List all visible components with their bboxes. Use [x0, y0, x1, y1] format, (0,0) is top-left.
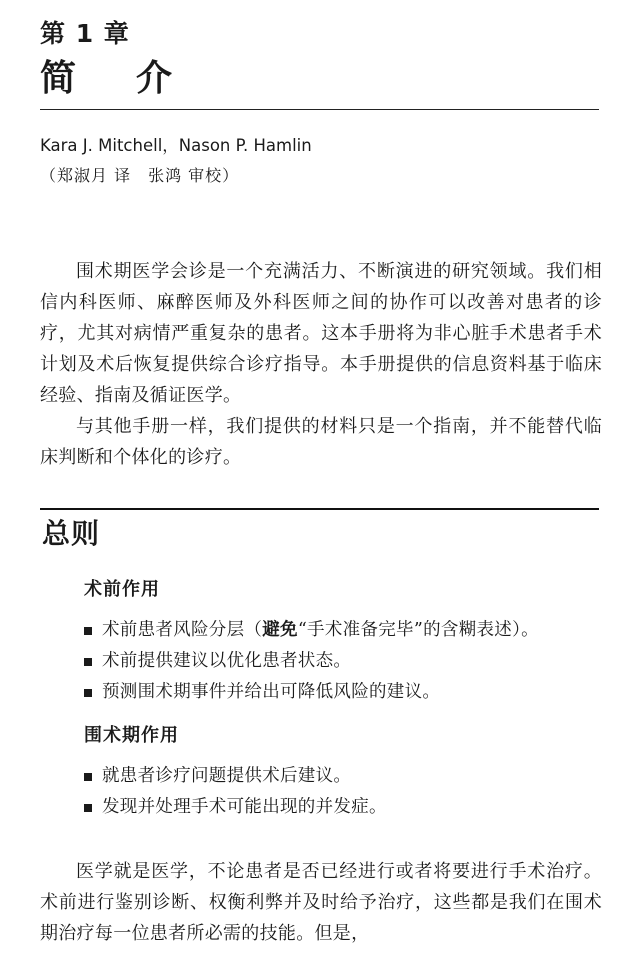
bullet-square-icon	[84, 658, 92, 666]
emphasis-text: 避免	[262, 620, 298, 640]
intro-paragraph-2: 与其他手册一样，我们提供的材料只是一个指南，并不能替代临床判断和个体化的诊疗。	[40, 416, 602, 468]
section-divider	[40, 508, 599, 510]
section-title: 总则	[42, 517, 101, 550]
preop-item-2-text: 术前提供建议以优化患者状态。	[102, 651, 352, 671]
list-item	[84, 761, 387, 792]
bullet-square-icon	[84, 773, 92, 781]
bullet-square-icon	[84, 627, 92, 635]
closing-section	[40, 856, 602, 949]
chapter-translators: （郑淑月 译 张鸿 审校）	[40, 166, 240, 185]
title-divider	[40, 109, 599, 110]
list-item	[84, 615, 539, 646]
periop-heading: 围术期作用	[84, 725, 179, 746]
preop-bullet-list	[84, 615, 539, 708]
intro-paragraph-1: 围术期医学会诊是一个充满活力、不断演进的研究领域。我们相信内科医师、麻醉医师及外科医师之间的协作可以改善对患者的诊疗，尤其对病情严重复杂的患者。这本手册将为非心脏手术患者手术计划及术后恢复提供综合诊疗指导。本手册提供的信息资料基于临床经验、指南及循证医学。	[40, 261, 602, 406]
preop-item-3-text: 预测围术期事件并给出可降低风险的建议。	[102, 682, 441, 702]
periop-bullet-list	[84, 761, 387, 823]
closing-paragraph: 医学就是医学，不论患者是否已经进行或者将要进行手术治疗。术前进行鉴别诊断、权衡利弊并及时给予治疗，这些都是我们在围术期治疗每一位患者所必需的技能。但是，	[40, 861, 602, 944]
list-item	[84, 677, 539, 708]
periop-item-2-text: 发现并处理手术可能出现的并发症。	[102, 797, 387, 817]
bullet-square-icon	[84, 804, 92, 812]
list-item	[84, 792, 387, 823]
preop-heading: 术前作用	[84, 579, 160, 600]
chapter-label: 第 1 章	[40, 19, 130, 48]
preop-item-1-text: 术前患者风险分层（避免“手术准备完毕”的含糊表述）。	[102, 620, 539, 640]
intro-section	[40, 256, 602, 473]
chapter-authors: Kara J. Mitchell，Nason P. Hamlin	[40, 136, 312, 155]
bullet-square-icon	[84, 689, 92, 697]
chapter-title: 简介	[40, 58, 233, 99]
periop-item-1-text: 就患者诊疗问题提供术后建议。	[102, 766, 352, 786]
list-item	[84, 646, 539, 677]
